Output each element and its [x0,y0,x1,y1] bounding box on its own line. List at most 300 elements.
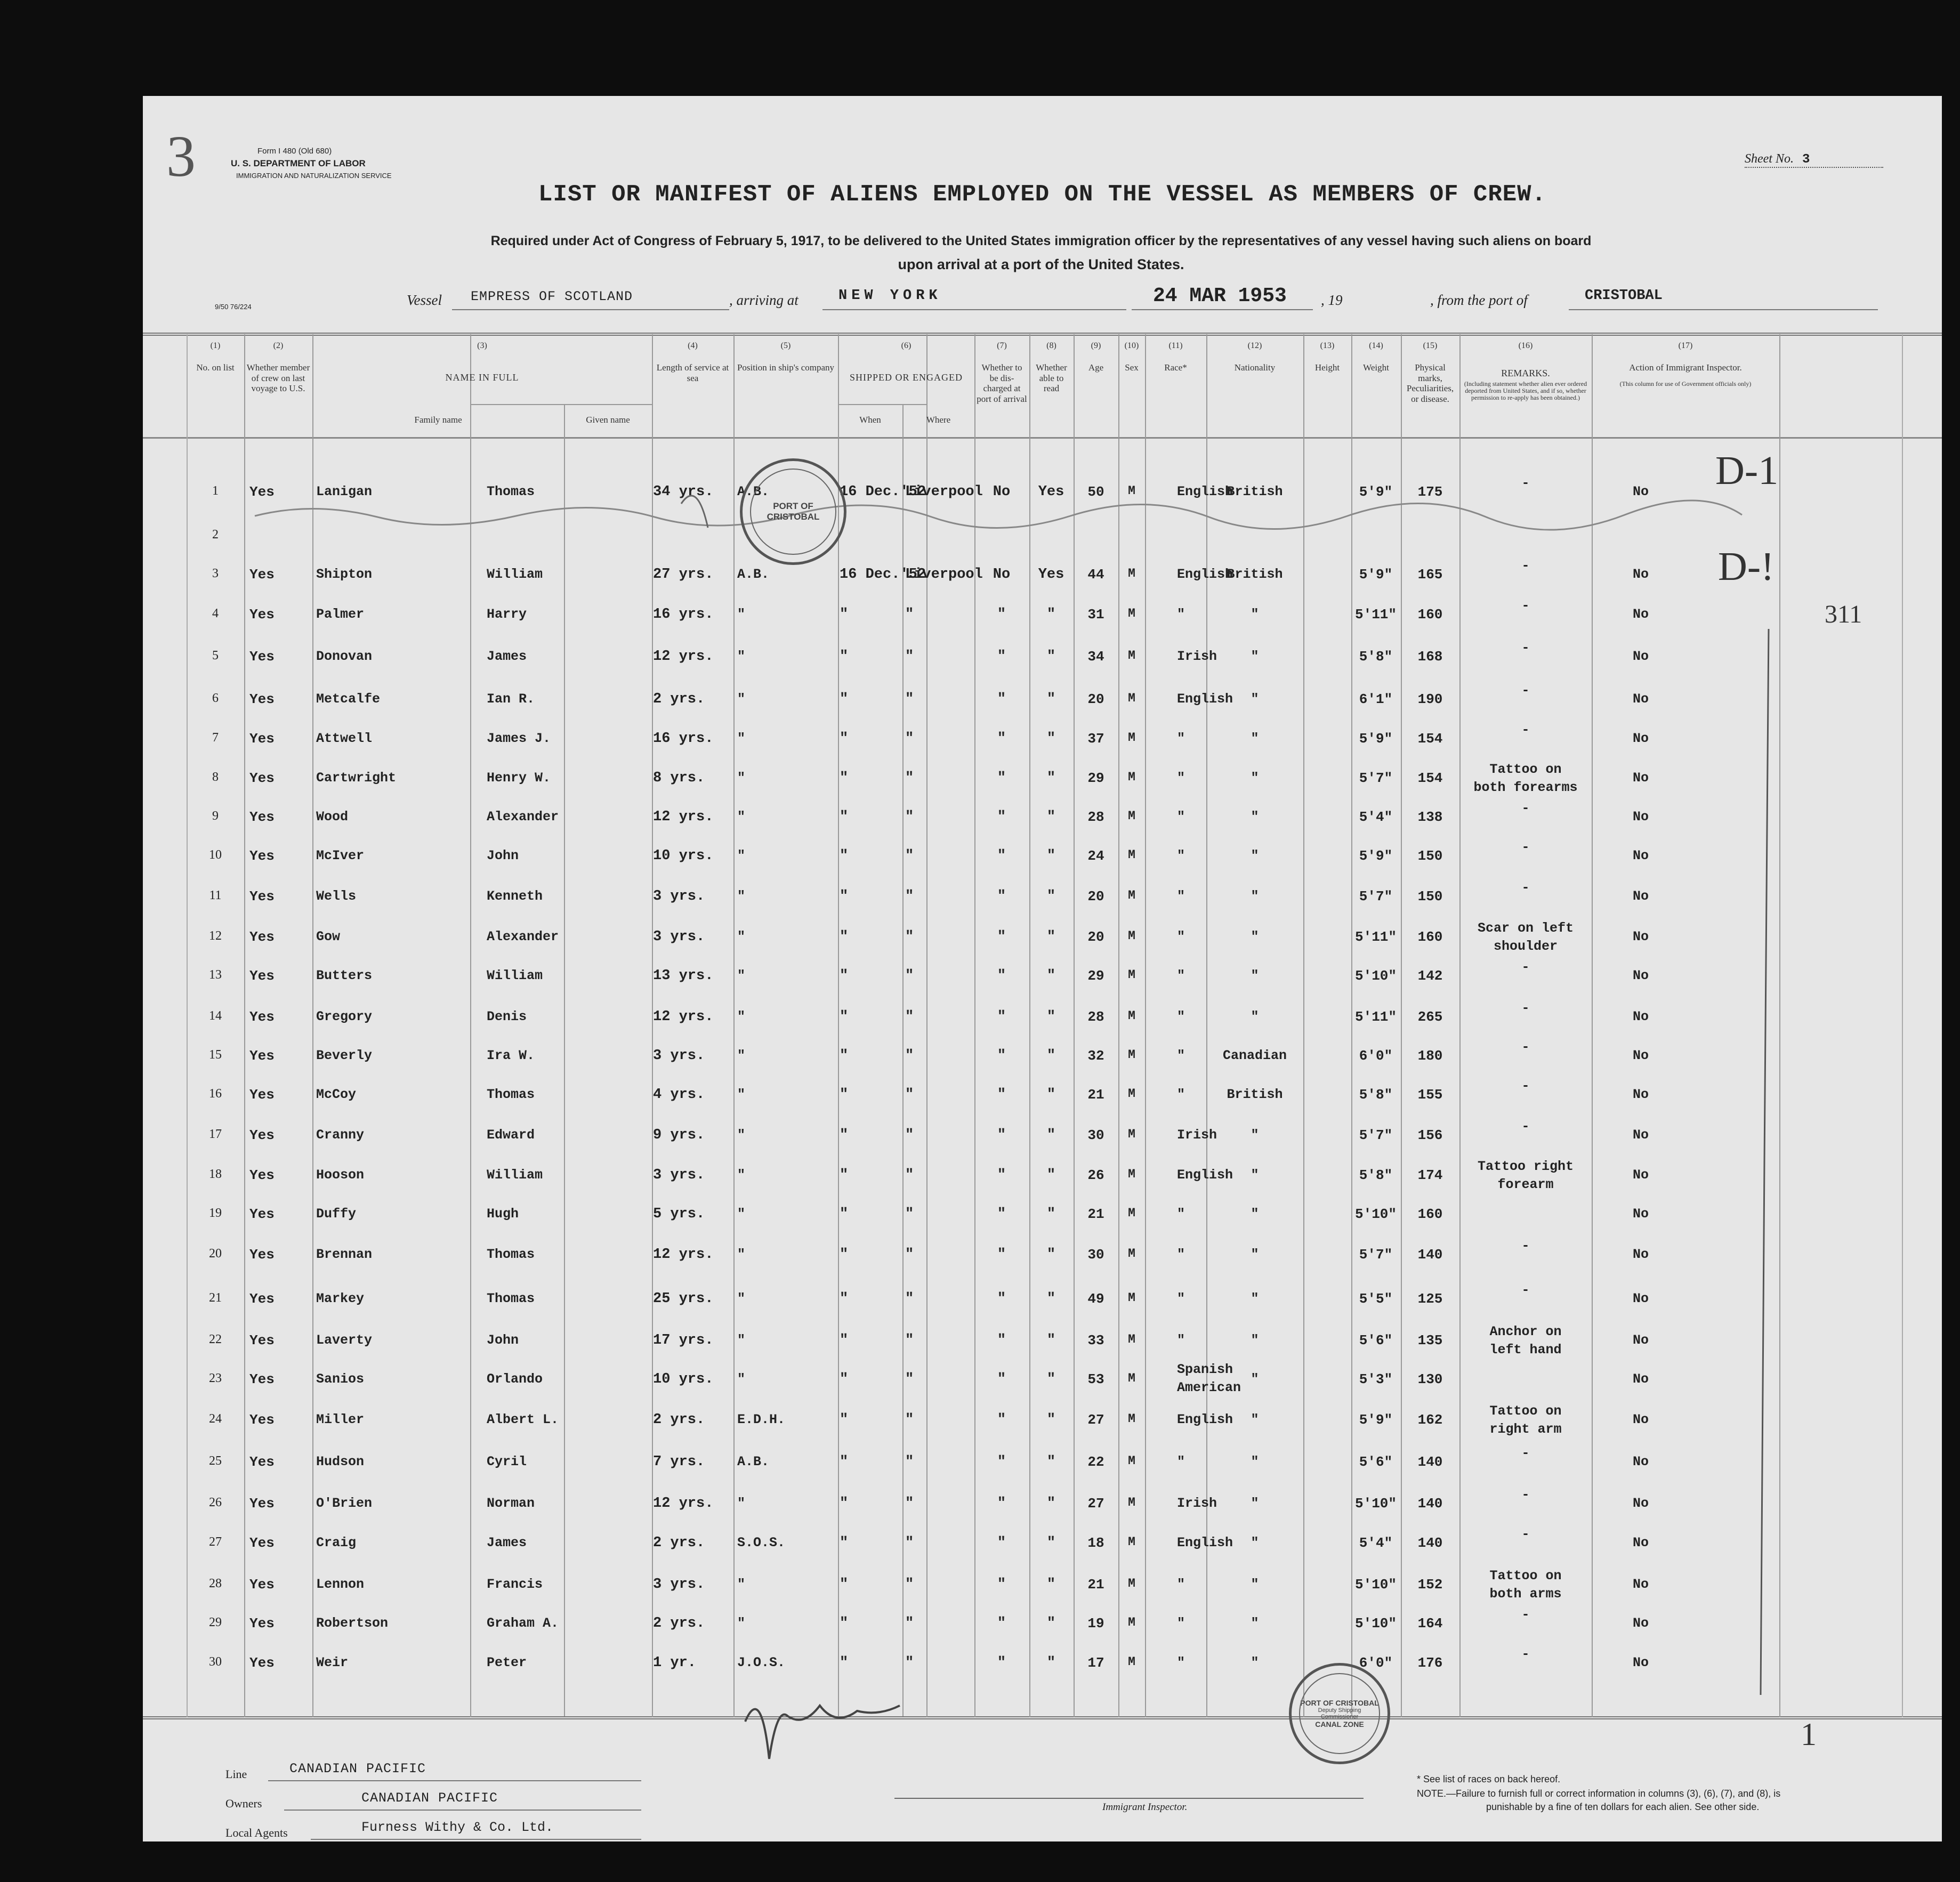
cell-position: " [737,691,746,707]
port-stamp-bottom-zone: CANAL ZONE [1315,1720,1364,1728]
column-header: Action of Immigrant Inspector. [1629,362,1742,373]
cell-race: English [1177,691,1233,707]
cell-sex: M [1128,889,1135,902]
cell-discharged: " [997,929,1006,945]
cell-nationality: " [1251,1332,1259,1348]
cell-when: " [840,1496,849,1512]
annotation-311: 311 [1825,600,1862,628]
cell-crew: Yes [249,567,275,583]
subtitle-line-2: upon arrival at a port of the United States. [898,256,1184,272]
cell-marks: - [1521,839,1530,855]
cell-service: 16 yrs. [653,607,714,623]
cell-no: 21 [209,1291,222,1305]
cell-age: 33 [1087,1332,1104,1348]
cell-weight: 165 [1417,567,1443,583]
cell-when: " [840,848,849,864]
cell-service: 2 yrs. [653,691,705,707]
arriving-label: , arriving at [729,292,798,308]
cell-discharged: " [997,770,1006,786]
year-label: , 19 [1321,292,1343,308]
cell-crew: Yes [249,968,275,984]
cell-discharged: " [997,1332,1006,1348]
department-label: U. S. DEPARTMENT OF LABOR [231,158,366,168]
cell-nationality: " [1251,1577,1259,1592]
cell-remarks: No [1632,1535,1649,1550]
cell-family: Miller [316,1412,365,1427]
cell-nationality: " [1251,809,1259,825]
cell-height: 6'0" [1359,1655,1393,1671]
column-header: Weight [1363,362,1389,373]
cell-discharged: No [993,567,1011,583]
cell-service: 3 yrs. [653,1577,705,1593]
cell-service: 3 yrs. [653,1167,705,1183]
cell-remarks: No [1632,1577,1649,1592]
from-port-label: , from the port of [1430,292,1528,308]
cell-race: " [1177,968,1185,983]
page-title: LIST OR MANIFEST OF ALIENS EMPLOYED ON THE VESSEL AS MEMBERS OF CREW. [538,181,1546,208]
cell-discharged: " [997,809,1006,825]
cell-crew: Yes [249,1577,275,1593]
cell-marks: - [1521,1607,1530,1622]
service-label: IMMIGRATION AND NATURALIZATION SERVICE [236,172,392,180]
column-number: (9) [1091,341,1101,350]
cell-family: Duffy [316,1206,357,1222]
cell-where: Liverpool [905,567,983,583]
cell-crew: Yes [249,607,275,623]
cell-read: " [1046,968,1056,984]
cell-sex: M [1128,691,1135,705]
cell-nationality: " [1251,1496,1259,1511]
cell-height: 6'1" [1359,691,1393,707]
cell-age: 30 [1087,1247,1104,1263]
cell-when: " [840,1371,849,1387]
column-header: REMARKS. [1501,368,1550,378]
cell-read: " [1046,1247,1056,1263]
cell-crew: Yes [249,1616,275,1631]
cell-no: 5 [212,649,219,663]
cell-read: " [1046,1291,1056,1307]
cell-marks: - [1521,598,1530,613]
cell-position: " [737,1009,746,1024]
line-value: CANADIAN PACIFIC [289,1761,426,1776]
cell-remarks: No [1632,1048,1649,1063]
cell-family: Palmer [316,607,365,622]
cell-marks: - [1521,558,1530,574]
cell-race: English [1177,484,1233,499]
column-subheader: When [859,415,881,425]
cell-where: " [905,1454,914,1470]
cell-read: " [1046,691,1056,707]
cell-discharged: " [997,1371,1006,1387]
cell-race: " [1177,1048,1185,1063]
cell-where: " [905,1247,914,1263]
cell-service: 10 yrs. [653,848,714,864]
cell-age: 19 [1087,1616,1104,1631]
cell-when: " [840,968,849,984]
cell-sex: M [1128,1009,1135,1023]
subtitle-line-1: Required under Act of Congress of February 5, 1917, to be delivered to the United States immigration officer by the representatives of any vessel having such aliens on board [490,233,1592,248]
cell-given: Graham A. [487,1616,559,1631]
cell-nationality: " [1251,968,1259,983]
cell-position: " [737,1048,746,1063]
cell-discharged: " [997,1616,1006,1631]
cell-family: O'Brien [316,1496,373,1511]
cell-read: " [1046,1127,1056,1143]
cell-when: " [840,1087,849,1103]
cell-when: " [840,1412,849,1428]
cell-height: 5'7" [1359,770,1393,786]
cell-weight: 140 [1417,1247,1443,1263]
column-subheader: Where [926,415,951,425]
agents-label: Local Agents [225,1826,288,1839]
cell-nationality: " [1251,1009,1259,1024]
strike-line [143,96,1942,1841]
cell-remarks: No [1632,691,1649,707]
cell-weight: 135 [1417,1332,1443,1348]
cell-when: " [840,691,849,707]
cell-read: " [1046,809,1056,825]
cell-read: " [1046,1535,1056,1551]
cell-read: " [1046,1371,1056,1387]
cell-age: 34 [1087,649,1104,665]
cell-no: 3 [212,567,219,580]
column-number: (4) [688,341,698,350]
cell-read: " [1046,1577,1056,1593]
cell-remarks: No [1632,1247,1649,1262]
cell-given: James [487,1535,527,1550]
cell-family: Hooson [316,1167,365,1183]
cell-service: 3 yrs. [653,1048,705,1064]
cell-marks: - [1521,1282,1530,1298]
column-subheader: (This column for use of Government officials only) [1619,380,1752,387]
cell-service: 12 yrs. [653,1247,714,1263]
cell-family: Cranny [316,1127,365,1143]
cell-nationality: " [1251,770,1259,786]
cell-position: E.D.H. [737,1412,786,1427]
cell-no: 14 [209,1009,222,1023]
cell-remarks: No [1632,484,1649,499]
column-number: (10) [1124,341,1139,350]
cell-no: 13 [209,968,222,982]
cell-no: 8 [212,770,219,784]
cell-given: Orlando [487,1371,543,1387]
cell-where: " [905,1009,914,1025]
cell-discharged: " [997,889,1006,904]
cell-height: 5'10" [1354,1616,1397,1631]
cell-discharged: " [997,1655,1006,1671]
cell-age: 22 [1087,1454,1104,1470]
cell-position: A.B. [737,567,770,582]
cell-given: John [487,1332,519,1348]
cell-no: 23 [209,1371,222,1385]
penalty-note-line-1: NOTE.—Failure to furnish full or correct information in columns (3), (6), (7), and (8), is [1417,1788,1781,1799]
cell-discharged: " [997,1087,1006,1103]
cell-service: 8 yrs. [653,770,705,786]
cell-height: 5'9" [1359,567,1393,583]
from-port: CRISTOBAL [1585,288,1663,304]
cell-given: Norman [487,1496,535,1511]
cell-age: 20 [1087,691,1104,707]
cell-race: " [1177,731,1185,746]
cell-crew: Yes [249,1371,275,1387]
cell-remarks: No [1632,929,1649,944]
cell-age: 30 [1087,1127,1104,1143]
cell-family: Lanigan [316,484,373,499]
footer-mark: 1 [1801,1717,1817,1752]
cell-sex: M [1128,731,1135,745]
cell-when: " [840,1127,849,1143]
cell-given: Alexander [487,929,559,944]
cell-height: 5'9" [1359,848,1393,864]
cell-crew: Yes [249,770,275,786]
cell-race: English [1177,1167,1233,1183]
cell-given: Harry [487,607,527,622]
cell-discharged: " [997,1496,1006,1512]
cell-service: 2 yrs. [653,1616,705,1631]
cell-service: 7 yrs. [653,1454,705,1470]
cell-family: Robertson [316,1616,389,1631]
cell-sex: M [1128,1087,1135,1101]
cell-weight: 265 [1417,1009,1443,1025]
cell-sex: M [1128,968,1135,982]
cell-position: " [737,649,746,664]
cell-sex: M [1128,1616,1135,1629]
cell-no: 22 [209,1332,222,1346]
cell-read: " [1046,1412,1056,1428]
cell-height: 5'4" [1359,809,1393,825]
cell-sex: M [1128,484,1135,498]
cell-no: 18 [209,1167,222,1181]
cell-when: " [840,1616,849,1631]
cell-where: " [905,691,914,707]
cell-when: " [840,1009,849,1025]
cell-service: 2 yrs. [653,1535,705,1551]
cell-nationality: " [1251,1206,1259,1222]
cell-discharged: " [997,1167,1006,1183]
cell-remarks: No [1632,1412,1649,1427]
cell-race: " [1177,770,1185,786]
cell-sex: M [1128,770,1135,784]
cell-service: 10 yrs. [653,1371,714,1387]
cell-age: 20 [1087,929,1104,945]
cell-race: " [1177,1577,1185,1592]
annotation-d1: D-1 [1715,448,1779,493]
cell-weight: 142 [1417,968,1443,984]
cell-crew: Yes [249,889,275,904]
cell-when: " [840,1454,849,1470]
print-code: 9/50 76/224 [215,303,252,311]
cell-when: " [840,770,849,786]
column-header: SHIPPED OR ENGAGED [849,372,963,383]
cell-when: " [840,1247,849,1263]
cell-crew: Yes [249,1009,275,1025]
cell-discharged: " [997,968,1006,984]
cell-sex: M [1128,1206,1135,1220]
cell-age: 44 [1087,567,1104,583]
cell-marks: - [1521,1526,1530,1542]
cell-discharged: " [997,1009,1006,1025]
cell-discharged: " [997,1412,1006,1428]
cell-remarks: No [1632,1127,1649,1143]
cell-where: " [905,809,914,825]
column-number: (12) [1247,341,1262,350]
cell-marks: - [1521,1487,1530,1503]
cell-remarks: No [1632,649,1649,664]
cell-read: Yes [1038,567,1064,583]
cell-nationality: Canadian [1222,1048,1287,1063]
cell-position: S.O.S. [737,1535,786,1550]
cell-weight: 150 [1417,889,1443,904]
cell-age: 17 [1087,1655,1104,1671]
cell-no: 12 [209,929,222,943]
cell-service: 27 yrs. [653,567,714,583]
cell-marks: - [1521,1445,1530,1461]
cell-family: Wood [316,809,349,825]
cell-race: " [1177,889,1185,904]
cell-weight: 125 [1417,1291,1443,1307]
cell-sex: M [1128,649,1135,663]
cell-read: " [1046,607,1056,623]
cell-height: 5'10" [1354,1496,1397,1512]
cell-discharged: " [997,1291,1006,1307]
port-stamp-bottom-inner: Deputy Shipping Commissioner [1318,1707,1361,1720]
cell-where: " [905,1616,914,1631]
cell-nationality: British [1227,484,1283,499]
cell-when: " [840,1535,849,1551]
cell-family: Cartwright [316,770,397,786]
cell-marks: - [1521,722,1530,738]
cell-read: " [1046,929,1056,945]
cell-weight: 162 [1417,1412,1443,1428]
cell-family: Hudson [316,1454,365,1469]
cell-remarks: No [1632,1291,1649,1306]
cell-race: Irish [1177,1127,1217,1143]
cell-when: " [840,889,849,904]
cell-marks: - [1521,801,1530,816]
cell-weight: 160 [1417,607,1443,623]
cell-read: " [1046,1167,1056,1183]
cell-service: 3 yrs. [653,889,705,904]
cell-height: 5'8" [1359,649,1393,665]
column-header: Whether able to read [1036,362,1067,394]
cell-family: Gow [316,929,341,944]
cell-nationality: " [1251,1291,1259,1306]
cell-sex: M [1128,1291,1135,1305]
cell-crew: Yes [249,1535,275,1551]
cell-remarks: No [1632,809,1649,825]
cell-given: Thomas [487,1087,535,1102]
cell-height: 5'9" [1359,1412,1393,1428]
cell-no: 24 [209,1412,222,1426]
cell-given: Cyril [487,1454,527,1469]
cell-family: Attwell [316,731,373,746]
cell-nationality: British [1227,1087,1283,1102]
cell-race: " [1177,1616,1185,1631]
agents-value: Furness Withy & Co. Ltd. [361,1820,554,1835]
cell-marks: - [1521,959,1530,975]
column-number: (3) [477,341,487,350]
column-number: (11) [1168,341,1183,350]
cell-discharged: " [997,1206,1006,1222]
column-header: Length of service at sea [656,362,729,383]
cell-when: " [840,1206,849,1222]
cell-weight: 168 [1417,649,1443,665]
cell-read: " [1046,1206,1056,1222]
cell-weight: 155 [1417,1087,1443,1103]
cell-remarks: No [1632,1454,1649,1469]
cell-where: " [905,1087,914,1103]
cell-family: Sanios [316,1371,365,1387]
cell-no: 6 [212,691,219,705]
cell-nationality: " [1251,1454,1259,1469]
cell-crew: Yes [249,1167,275,1183]
cell-nationality: " [1251,929,1259,944]
cell-read: " [1046,1332,1056,1348]
column-number: (2) [273,341,284,350]
column-header: Whether member of crew on last voyage to U.S. [246,362,310,394]
cell-crew: Yes [249,1247,275,1263]
cell-nationality: " [1251,1247,1259,1262]
cell-read: " [1046,889,1056,904]
cell-where: " [905,1127,914,1143]
cell-no: 28 [209,1577,222,1590]
cell-weight: 160 [1417,929,1443,945]
cell-weight: 154 [1417,770,1443,786]
arriving-port: NEW YORK [838,288,942,304]
cell-where: " [905,1167,914,1183]
cell-service: 34 yrs. [653,484,714,500]
cell-age: 20 [1087,889,1104,904]
port-stamp-bottom [1289,1663,1390,1764]
column-number: (17) [1678,341,1693,350]
cell-service: 3 yrs. [653,929,705,945]
cell-weight: 140 [1417,1535,1443,1551]
cell-sex: M [1128,848,1135,862]
cell-when: " [840,929,849,945]
cell-nationality: " [1251,691,1259,707]
cell-position: " [737,1577,746,1592]
cell-where: " [905,929,914,945]
cell-remarks: No [1632,1087,1649,1102]
cell-remarks: No [1632,731,1649,746]
cell-height: 5'11" [1354,607,1397,623]
cell-height: 5'8" [1359,1167,1393,1183]
cell-remarks: No [1632,1167,1649,1183]
cell-position: " [737,770,746,786]
cell-read: " [1046,731,1056,747]
cell-discharged: No [993,484,1011,500]
column-number: (14) [1369,341,1383,350]
cell-position: " [737,1127,746,1143]
cell-race: English [1177,567,1233,582]
races-note: * See list of races on back hereof. [1417,1774,1561,1784]
cell-where: " [905,1332,914,1348]
cell-service: 1 yr. [653,1655,697,1671]
cell-weight: 160 [1417,1206,1443,1222]
cell-given: James J. [487,731,551,746]
cell-position: " [737,1371,746,1387]
cell-marks: Tattoo on both arms [1489,1568,1562,1602]
cell-sex: M [1128,1496,1135,1509]
cell-age: 29 [1087,770,1104,786]
sheet-number: 3 [1802,152,1810,167]
cell-service: 12 yrs. [653,1009,714,1025]
cell-position: " [737,889,746,904]
cell-when: 16 Dec.'52 [840,567,926,583]
cell-no: 16 [209,1087,222,1101]
cell-nationality: " [1251,848,1259,863]
cell-race: " [1177,848,1185,863]
